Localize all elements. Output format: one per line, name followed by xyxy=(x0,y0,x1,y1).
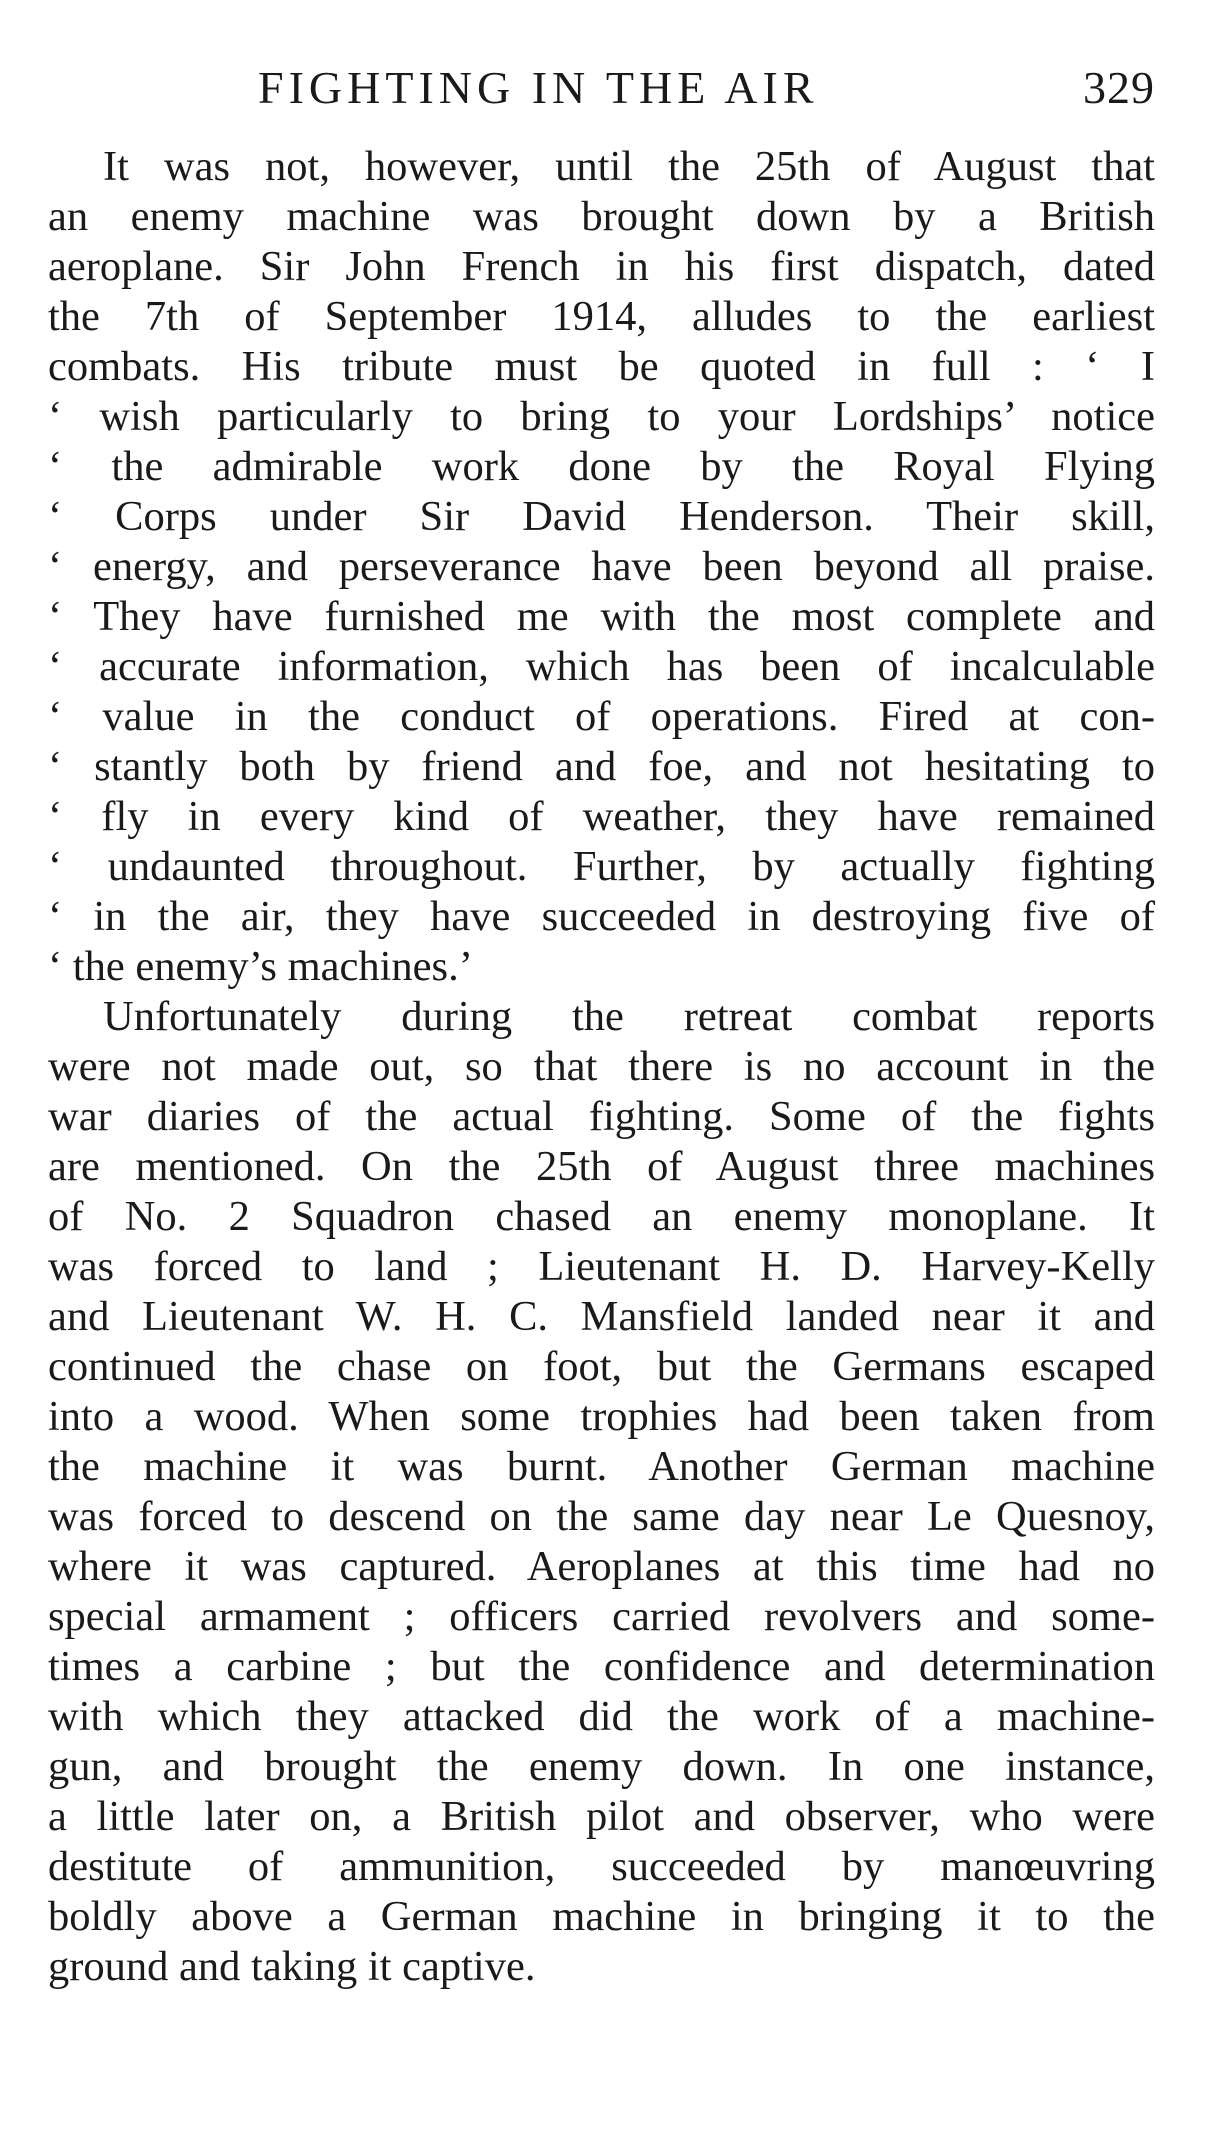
text-line: a little later on, a British pilot and observer, who were xyxy=(48,1793,1155,1840)
text-line: into a wood. When some trophies had been taken from xyxy=(48,1393,1155,1440)
text-line: ‘ fly in every kind of weather, they have remained xyxy=(48,793,1155,840)
text-line: of No. 2 Squadron chased an enemy monoplane. It xyxy=(48,1193,1155,1240)
page-number: 329 xyxy=(1083,62,1155,113)
text-line: was forced to land ; Lieutenant H. D. Harvey-Kelly xyxy=(48,1243,1155,1290)
text-line: where it was captured. Aeroplanes at this time had no xyxy=(48,1543,1155,1590)
text-line: Unfortunately during the retreat combat reports xyxy=(103,993,1155,1040)
text-line: ‘ the enemy’s machines.’ xyxy=(48,943,473,990)
text-line: ‘ wish particularly to bring to your Lordships’ notice xyxy=(48,393,1155,440)
text-line: ‘ accurate information, which has been of incalculable xyxy=(48,643,1155,690)
paragraph-1 xyxy=(48,142,1155,992)
text-line: ‘ the admirable work done by the Royal Flying xyxy=(48,443,1155,490)
text-line: ‘ stantly both by friend and foe, and not hesitating to xyxy=(48,743,1155,790)
text-line: an enemy machine was brought down by a British xyxy=(48,193,1155,240)
text-line: the 7th of September 1914, alludes to the earliest xyxy=(48,293,1155,340)
text-line: ‘ undaunted throughout. Further, by actually fighting xyxy=(48,843,1155,890)
text-line: destitute of ammunition, succeeded by manœuvring xyxy=(48,1843,1155,1890)
text-line: war diaries of the actual fighting. Some of the fights xyxy=(48,1093,1155,1140)
text-line: and Lieutenant W. H. C. Mansfield landed near it and xyxy=(48,1293,1155,1340)
text-line: special armament ; officers carried revolvers and some- xyxy=(48,1593,1155,1640)
text-line: ‘ energy, and perseverance have been beyond all praise. xyxy=(48,543,1155,590)
text-line: ground and taking it captive. xyxy=(48,1943,536,1990)
running-title: FIGHTING IN THE AIR xyxy=(258,62,819,113)
text-line: times a carbine ; but the confidence and determination xyxy=(48,1643,1155,1690)
text-line: boldly above a German machine in bringing it to the xyxy=(48,1893,1155,1940)
text-line: aeroplane. Sir John French in his first dispatch, dated xyxy=(48,243,1155,290)
running-head xyxy=(48,58,1155,118)
text-line: the machine it was burnt. Another German machine xyxy=(48,1443,1155,1490)
text-line: continued the chase on foot, but the Germans escaped xyxy=(48,1343,1155,1390)
text-line: gun, and brought the enemy down. In one instance, xyxy=(48,1743,1155,1790)
text-line: ‘ value in the conduct of operations. Fired at con- xyxy=(48,693,1155,740)
body-text xyxy=(48,142,1155,1992)
text-line: ‘ in the air, they have succeeded in destroying five of xyxy=(48,893,1155,940)
paragraph-2 xyxy=(48,992,1155,1992)
text-line: with which they attacked did the work of a machine- xyxy=(48,1693,1155,1740)
text-line: It was not, however, until the 25th of August that xyxy=(103,143,1155,190)
text-line: were not made out, so that there is no account in the xyxy=(48,1043,1155,1090)
text-line: was forced to descend on the same day near Le Quesnoy, xyxy=(48,1493,1155,1540)
text-line: combats. His tribute must be quoted in full : ‘ I xyxy=(48,343,1155,390)
text-line: ‘ Corps under Sir David Henderson. Their skill, xyxy=(48,493,1155,540)
text-line: ‘ They have furnished me with the most complete and xyxy=(48,593,1155,640)
text-line: are mentioned. On the 25th of August three machines xyxy=(48,1143,1155,1190)
